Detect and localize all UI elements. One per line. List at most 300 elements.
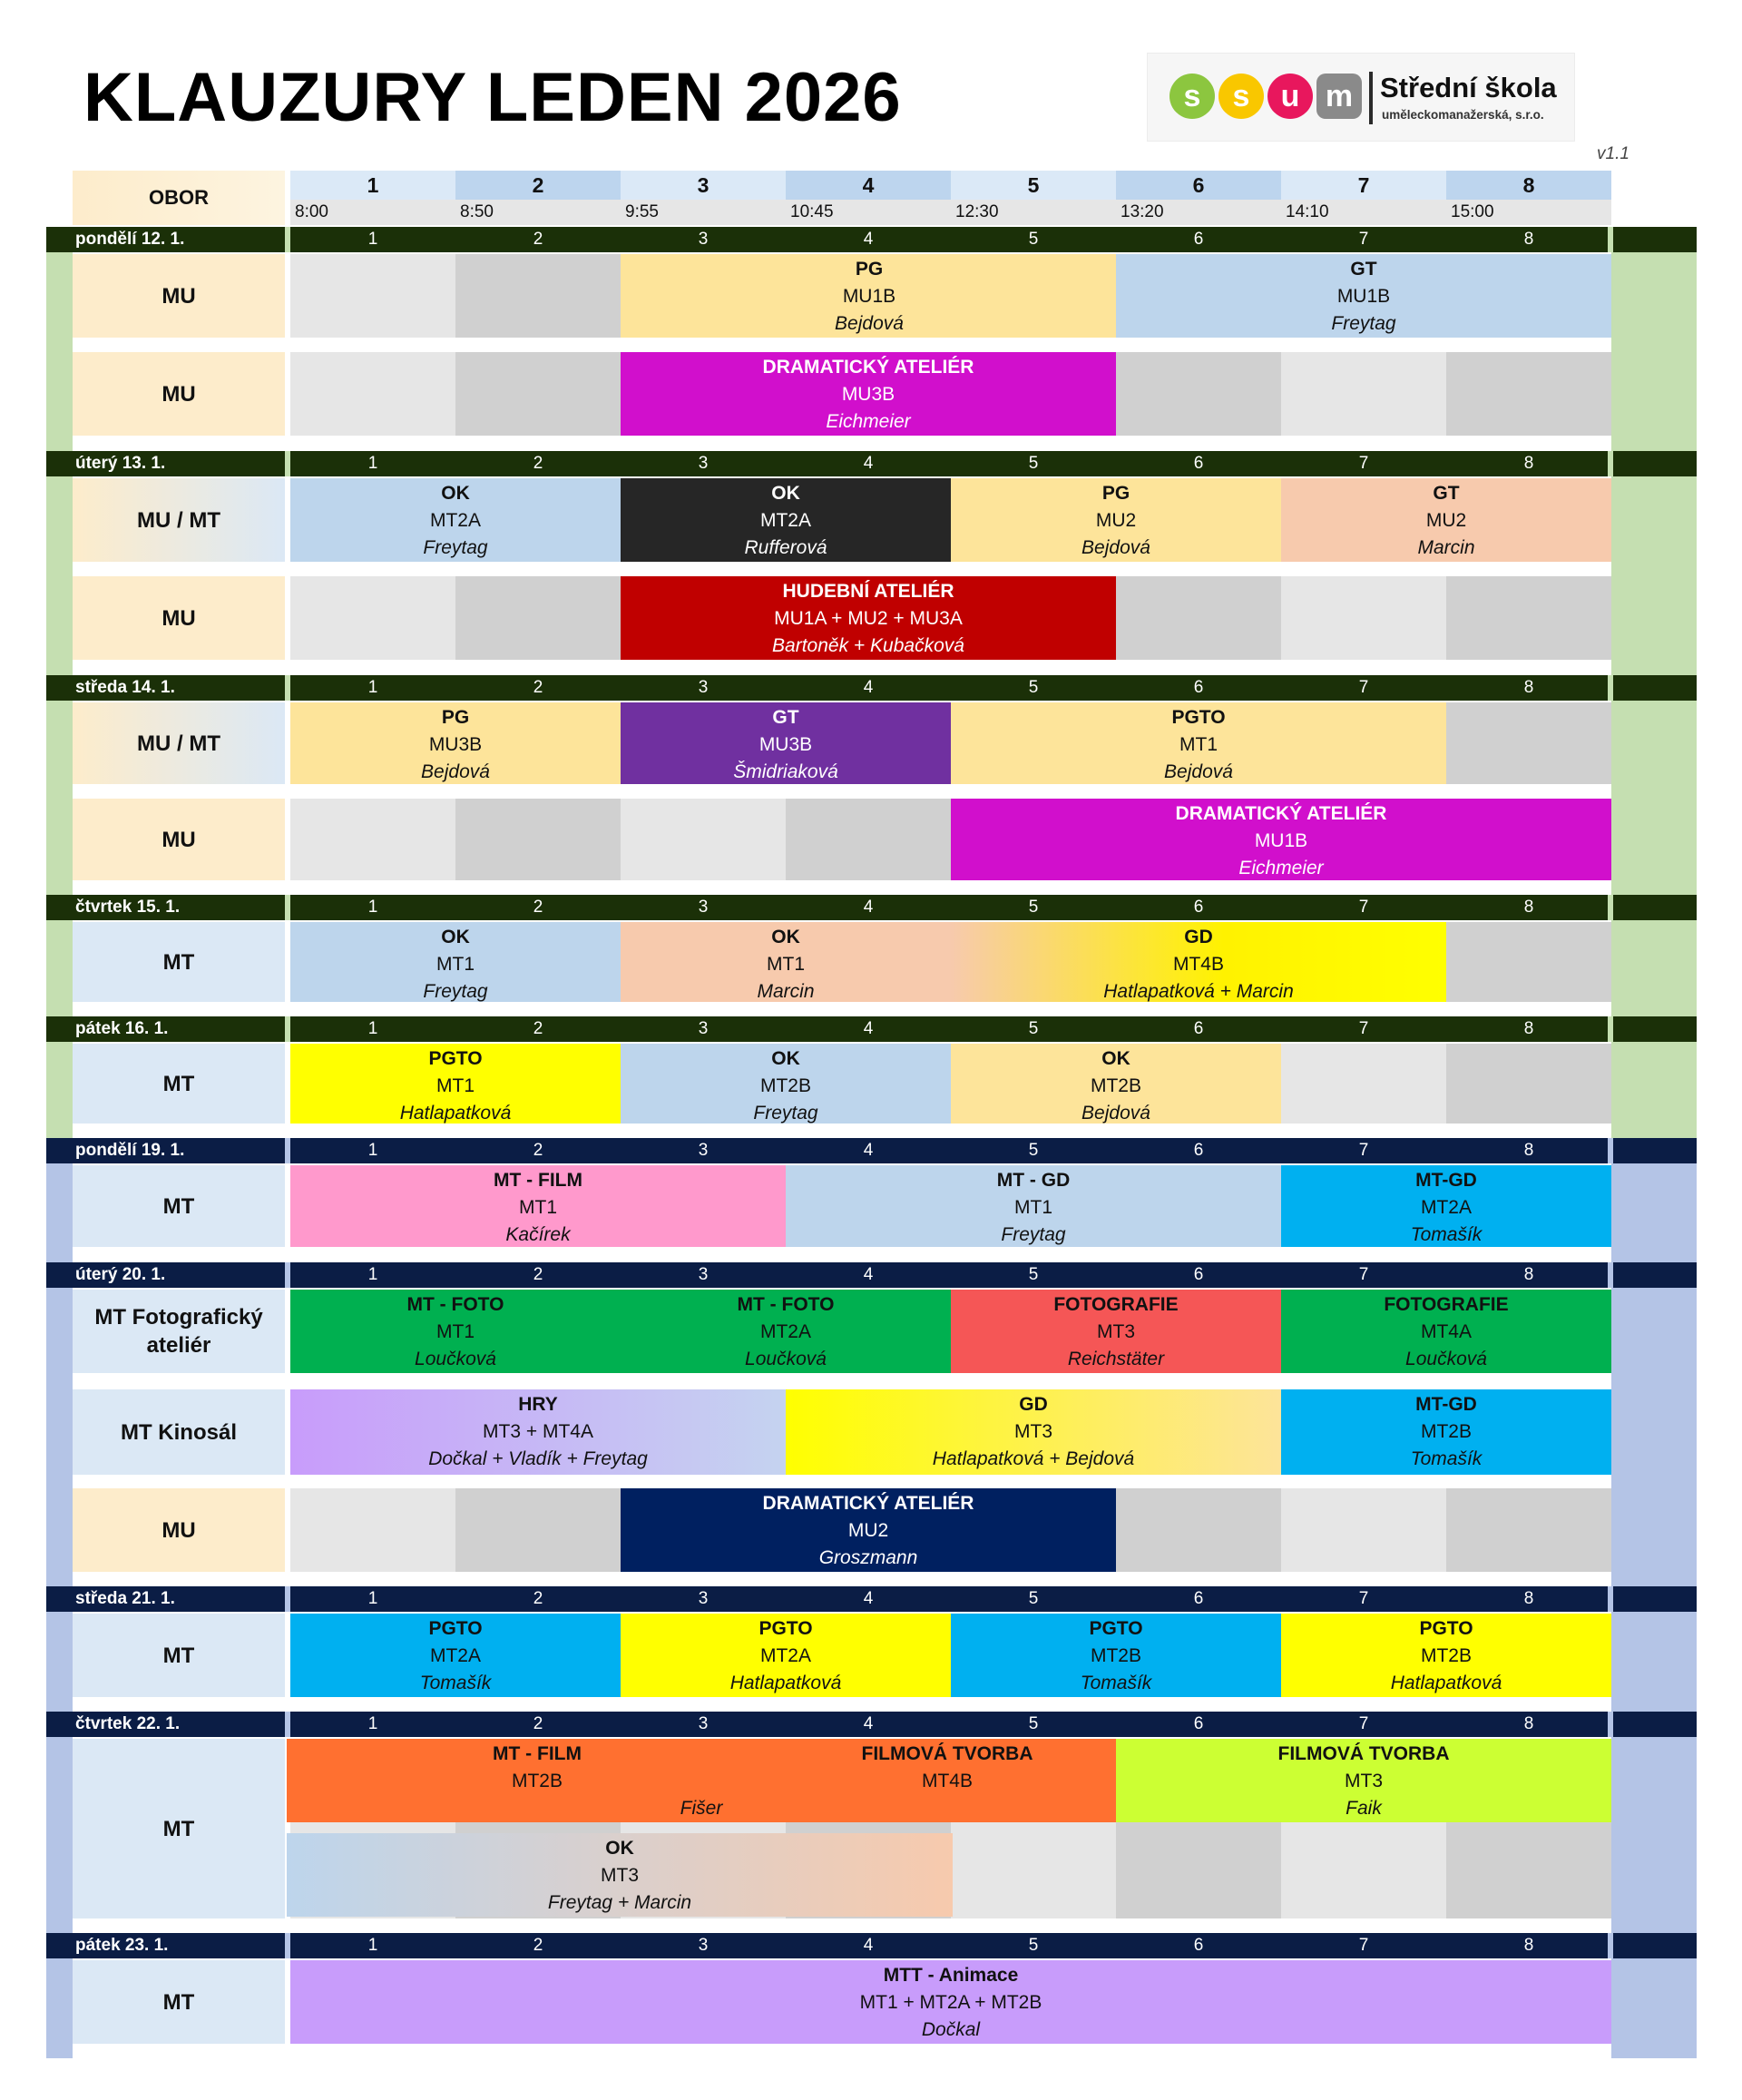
event-class: MT2B	[1090, 1645, 1141, 1666]
period-number: 5	[1028, 678, 1039, 697]
obor-cell: MU	[73, 576, 285, 660]
grid-cell	[290, 254, 455, 338]
day-header: středa 14. 1.	[46, 675, 285, 701]
column-number: 8	[1446, 171, 1611, 200]
event-title: PGTO	[758, 1618, 813, 1639]
period-number: 3	[698, 898, 709, 917]
schedule-event[interactable]	[290, 922, 621, 1002]
obor-cell: MU / MT	[73, 702, 285, 784]
period-number: 8	[1523, 1589, 1534, 1608]
obor-cell: MT	[73, 1044, 285, 1124]
period-number: 4	[863, 898, 874, 917]
logo-school-subtitle: uměleckomanažerská, s.r.o.	[1382, 108, 1544, 122]
event-class: MT3	[1014, 1421, 1052, 1442]
grid-cell	[455, 352, 621, 436]
event-title: OK	[441, 483, 470, 504]
column-time: 12:30	[951, 200, 1116, 225]
day-period-strip	[290, 227, 1608, 252]
schedule-event[interactable]	[621, 254, 1118, 338]
period-number: 7	[1358, 1936, 1369, 1955]
period-number: 4	[863, 1714, 874, 1733]
logo-letter-u: u	[1267, 74, 1313, 119]
grid-cell	[1446, 702, 1611, 784]
event-teacher: Dočkal + Vladík + Freytag	[428, 1448, 648, 1469]
day-period-strip	[290, 1586, 1608, 1612]
event-teacher: Tomašík	[1080, 1673, 1152, 1693]
grid-cell	[1446, 1488, 1611, 1572]
column-number: 1	[290, 171, 455, 200]
event-teacher: Eichmeier	[826, 411, 911, 432]
event-title: GT	[772, 707, 799, 728]
period-number: 2	[533, 1589, 543, 1608]
event-class: MT2B	[759, 1075, 811, 1096]
obor-cell: MU	[73, 352, 285, 436]
event-teacher: Šmidriaková	[733, 761, 838, 782]
period-number: 1	[367, 1936, 378, 1955]
event-class: MT2A	[429, 1645, 481, 1666]
period-number: 3	[698, 454, 709, 473]
schedule-event[interactable]	[951, 702, 1446, 784]
event-teacher: Freytag	[423, 981, 488, 1002]
event-teacher: Reichstäter	[1067, 1349, 1165, 1369]
event-title: PGTO	[1089, 1618, 1143, 1639]
period-number: 5	[1028, 1141, 1039, 1160]
period-number: 4	[863, 1936, 874, 1955]
column-time: 13:20	[1116, 200, 1281, 225]
period-number: 2	[533, 1019, 543, 1038]
column-number: 3	[621, 171, 786, 200]
obor-cell: MT Kinosál	[73, 1389, 285, 1475]
schedule-event[interactable]	[1281, 1389, 1611, 1475]
event-title: MT-GD	[1415, 1394, 1477, 1415]
schedule-event[interactable]	[1281, 478, 1611, 562]
period-number: 4	[863, 454, 874, 473]
day-period-strip	[290, 1712, 1608, 1737]
schedule-event[interactable]	[951, 799, 1611, 880]
event-class: MT1	[519, 1197, 557, 1218]
event-title: PG	[855, 259, 884, 280]
grid-cell	[1116, 1488, 1281, 1572]
period-number: 6	[1193, 1019, 1204, 1038]
schedule-event[interactable]	[621, 1488, 1116, 1572]
obor-cell: MU	[73, 1488, 285, 1572]
period-number: 6	[1193, 230, 1204, 249]
day-header-side	[1613, 1016, 1697, 1042]
period-number: 2	[533, 454, 543, 473]
event-teacher: Bartoněk + Kubačková	[772, 635, 964, 656]
period-number: 7	[1358, 1265, 1369, 1284]
event-teacher: Freytag	[1001, 1224, 1066, 1245]
schedule-event[interactable]	[951, 478, 1281, 562]
schedule-event[interactable]	[290, 1614, 621, 1697]
event-teacher: Eichmeier	[1238, 858, 1324, 878]
period-number: 4	[863, 678, 874, 697]
event-teacher: Bejdová	[421, 761, 490, 782]
grid-cell	[621, 799, 786, 880]
event-class: MU2	[847, 1520, 889, 1541]
event-title: OK	[771, 927, 800, 947]
schedule-event[interactable]	[951, 1290, 1281, 1373]
event-class: MT1	[1179, 734, 1218, 755]
obor-cell: MT	[73, 1960, 285, 2044]
column-time: 8:50	[455, 200, 621, 225]
grid-cell	[1446, 576, 1611, 660]
event-teacher: Hatlapatková	[729, 1673, 842, 1693]
day-header: čtvrtek 22. 1.	[46, 1712, 285, 1737]
period-number: 6	[1193, 1589, 1204, 1608]
period-number: 2	[533, 1936, 543, 1955]
day-header-side	[1613, 227, 1697, 252]
period-number: 6	[1193, 898, 1204, 917]
period-number: 3	[698, 1019, 709, 1038]
event-class: MT4B	[921, 1771, 973, 1791]
event-title: MT - FOTO	[737, 1294, 835, 1315]
schedule-event[interactable]	[786, 1165, 1281, 1247]
period-number: 8	[1523, 1265, 1534, 1284]
event-title: MT-GD	[1415, 1170, 1477, 1191]
column-time: 9:55	[621, 200, 786, 225]
schedule-event[interactable]	[290, 1960, 1611, 2044]
schedule-event[interactable]	[1116, 254, 1611, 338]
period-number: 7	[1358, 678, 1369, 697]
event-class: MU3B	[841, 384, 895, 405]
period-number: 1	[367, 1265, 378, 1284]
schedule-event[interactable]	[786, 1389, 1281, 1475]
event-title: DRAMATICKÝ ATELIÉR	[762, 357, 974, 378]
period-number: 7	[1358, 898, 1369, 917]
event-teacher: Hatlapatková	[1390, 1673, 1502, 1693]
event-title: FOTOGRAFIE	[1053, 1294, 1179, 1315]
event-class: MT1 + MT2A + MT2B	[859, 1992, 1042, 2013]
day-period-strip	[290, 1933, 1608, 1958]
grid-cell	[290, 576, 455, 660]
schedule-event[interactable]	[290, 478, 621, 562]
grid-cell	[455, 1488, 621, 1572]
event-class: MU2	[1425, 510, 1467, 531]
period-number: 3	[698, 1714, 709, 1733]
event-class: MT3	[601, 1865, 639, 1886]
grid-cell	[1281, 352, 1446, 436]
grid-cell	[1116, 576, 1281, 660]
event-class: MT2A	[1420, 1197, 1472, 1218]
grid-cell	[290, 1488, 455, 1572]
event-class: MT1	[436, 954, 475, 975]
period-number: 2	[533, 898, 543, 917]
column-time: 10:45	[786, 200, 951, 225]
obor-header: OBOR	[73, 171, 285, 225]
obor-cell: MT	[73, 922, 285, 1002]
period-number: 1	[367, 1714, 378, 1733]
column-number: 7	[1281, 171, 1446, 200]
grid-cell	[1446, 352, 1611, 436]
period-number: 3	[698, 1265, 709, 1284]
event-class: MT3 + MT4A	[483, 1421, 593, 1442]
event-title: MTT - Animace	[883, 1965, 1019, 1986]
grid-cell	[455, 576, 621, 660]
period-number: 7	[1358, 454, 1369, 473]
day-header-side	[1613, 451, 1697, 476]
event-title: MT - FILM	[493, 1743, 582, 1764]
period-number: 3	[698, 230, 709, 249]
event-title: PGTO	[1419, 1618, 1473, 1639]
event-teacher: Bejdová	[1081, 537, 1150, 558]
event-teacher: Dočkal	[921, 2019, 981, 2040]
period-number: 2	[533, 1714, 543, 1733]
schedule-event[interactable]	[621, 576, 1116, 660]
period-number: 8	[1523, 1714, 1534, 1733]
period-number: 5	[1028, 1265, 1039, 1284]
event-title: OK	[605, 1838, 634, 1859]
schedule-event[interactable]	[290, 1044, 621, 1124]
obor-cell: MT	[73, 1165, 285, 1247]
column-number: 4	[786, 171, 951, 200]
school-logo	[1147, 53, 1575, 142]
period-number: 3	[698, 678, 709, 697]
event-class: MT2B	[511, 1771, 563, 1791]
event-title: PG	[441, 707, 470, 728]
day-header: čtvrtek 15. 1.	[46, 895, 285, 920]
column-time: 14:10	[1281, 200, 1446, 225]
event-title: PGTO	[428, 1618, 483, 1639]
schedule-event[interactable]	[621, 922, 951, 1002]
obor-cell: MU	[73, 799, 285, 880]
event-teacher: Bejdová	[1164, 761, 1233, 782]
schedule-event[interactable]	[1116, 1739, 1611, 1822]
day-header-side	[1613, 1712, 1697, 1737]
event-title: OK	[771, 483, 800, 504]
event-class: MT1	[1014, 1197, 1052, 1218]
event-title: HUDEBNÍ ATELIÉR	[782, 581, 954, 602]
event-title: GD	[1019, 1394, 1048, 1415]
event-teacher: Kačírek	[505, 1224, 571, 1245]
period-number: 1	[367, 230, 378, 249]
obor-cell: MT	[73, 1614, 285, 1697]
day-header: úterý 20. 1.	[46, 1262, 285, 1288]
event-title: GT	[1433, 483, 1460, 504]
event-title: DRAMATICKÝ ATELIÉR	[1175, 803, 1387, 824]
schedule-event[interactable]	[290, 1389, 786, 1475]
schedule-event[interactable]	[1281, 1614, 1611, 1697]
event-class: MU1B	[842, 286, 896, 307]
event-class: MT2A	[759, 510, 811, 531]
event-title: PG	[1101, 483, 1130, 504]
grid-cell	[1446, 922, 1611, 1002]
day-header: úterý 13. 1.	[46, 451, 285, 476]
period-number: 6	[1193, 1265, 1204, 1284]
period-number: 8	[1523, 230, 1534, 249]
day-header-side	[1613, 1933, 1697, 1958]
event-title: OK	[1101, 1048, 1130, 1069]
event-teacher: Hatlapatková + Bejdová	[932, 1448, 1135, 1469]
period-number: 5	[1028, 1589, 1039, 1608]
event-teacher: Marcin	[1417, 537, 1475, 558]
period-number: 2	[533, 1141, 543, 1160]
day-period-strip	[290, 451, 1608, 476]
period-number: 6	[1193, 454, 1204, 473]
period-number: 7	[1358, 1141, 1369, 1160]
schedule-event[interactable]	[621, 702, 951, 784]
period-number: 7	[1358, 230, 1369, 249]
day-header: středa 21. 1.	[46, 1586, 285, 1612]
logo-school-name: Střední škola	[1380, 72, 1557, 103]
obor-cell: MU / MT	[73, 478, 285, 562]
grid-cell	[290, 799, 455, 880]
event-class: MT4B	[1172, 954, 1224, 975]
event-class: MT2B	[1420, 1645, 1472, 1666]
event-title: GT	[1350, 259, 1377, 280]
schedule-event[interactable]	[290, 1290, 621, 1373]
period-number: 8	[1523, 678, 1534, 697]
day-header-side	[1613, 895, 1697, 920]
grid-cell	[455, 254, 621, 338]
period-number: 1	[367, 1019, 378, 1038]
schedule-event[interactable]	[621, 478, 951, 562]
period-number: 8	[1523, 454, 1534, 473]
event-class: MT2A	[429, 510, 481, 531]
period-number: 1	[367, 898, 378, 917]
day-header-side	[1613, 675, 1697, 701]
period-number: 5	[1028, 1019, 1039, 1038]
period-number: 5	[1028, 1714, 1039, 1733]
period-number: 4	[863, 1019, 874, 1038]
event-title: DRAMATICKÝ ATELIÉR	[762, 1493, 974, 1514]
period-number: 8	[1523, 1019, 1534, 1038]
period-number: 3	[698, 1141, 709, 1160]
logo-letter-s2: s	[1218, 74, 1264, 119]
event-teacher: Tomašík	[1410, 1448, 1483, 1469]
period-number: 4	[863, 230, 874, 249]
schedule-event-group[interactable]	[287, 1739, 1116, 1822]
event-teacher: Tomašík	[1410, 1224, 1483, 1245]
period-number: 1	[367, 1589, 378, 1608]
event-title: HRY	[518, 1394, 558, 1415]
day-header-side	[1613, 1138, 1697, 1163]
page-title: KLAUZURY LEDEN 2026	[83, 59, 902, 136]
schedule-event[interactable]	[290, 1165, 786, 1247]
day-period-strip	[290, 1262, 1608, 1288]
period-number: 3	[698, 1936, 709, 1955]
obor-cell: MU	[73, 254, 285, 338]
period-number: 7	[1358, 1589, 1369, 1608]
obor-cell: MT Fotografický ateliér	[73, 1290, 285, 1373]
period-number: 3	[698, 1589, 709, 1608]
day-period-strip	[290, 1138, 1608, 1163]
day-header: pátek 16. 1.	[46, 1016, 285, 1042]
schedule-event[interactable]	[621, 1290, 951, 1373]
grid-cell	[1281, 1488, 1446, 1572]
period-number: 7	[1358, 1019, 1369, 1038]
column-time: 8:00	[290, 200, 455, 225]
day-period-strip	[290, 675, 1608, 701]
event-title: OK	[771, 1048, 800, 1069]
event-class: MU2	[1095, 510, 1137, 531]
period-number: 4	[863, 1589, 874, 1608]
event-class: MU3B	[758, 734, 813, 755]
event-teacher: Tomašík	[419, 1673, 492, 1693]
event-teacher: Freytag	[753, 1103, 818, 1124]
logo-letter-m: m	[1316, 74, 1362, 119]
grid-cell	[290, 352, 455, 436]
schedule-event[interactable]	[1281, 1165, 1611, 1247]
period-number: 1	[367, 454, 378, 473]
period-number: 6	[1193, 1714, 1204, 1733]
grid-cell	[1281, 1044, 1446, 1124]
event-title: PGTO	[1171, 707, 1226, 728]
event-class: MT3	[1345, 1771, 1383, 1791]
event-class: MT2B	[1420, 1421, 1472, 1442]
period-number: 8	[1523, 1936, 1534, 1955]
schedule-event[interactable]	[951, 1044, 1281, 1124]
column-number: 2	[455, 171, 621, 200]
logo-letter-s1: s	[1169, 74, 1215, 119]
event-title: FILMOVÁ TVORBA	[1277, 1743, 1450, 1764]
period-number: 7	[1358, 1714, 1369, 1733]
schedule-event[interactable]	[621, 1044, 951, 1124]
event-class: MT4A	[1420, 1321, 1472, 1342]
event-class: MU1B	[1336, 286, 1391, 307]
event-class: MT1	[436, 1075, 475, 1096]
event-teacher: Hatlapatková	[399, 1103, 512, 1124]
logo-separator	[1369, 72, 1373, 124]
grid-cell	[1446, 1044, 1611, 1124]
period-number: 8	[1523, 1141, 1534, 1160]
event-teacher: Bejdová	[835, 313, 904, 334]
column-time: 15:00	[1446, 200, 1611, 225]
event-class: MT2A	[759, 1321, 811, 1342]
event-teacher: Freytag	[1331, 313, 1396, 334]
schedule-event[interactable]	[621, 352, 1116, 436]
grid-cell	[455, 799, 621, 880]
event-title: FILMOVÁ TVORBA	[861, 1743, 1033, 1764]
period-number: 1	[367, 678, 378, 697]
day-header: pondělí 19. 1.	[46, 1138, 285, 1163]
day-period-strip	[290, 895, 1608, 920]
period-number: 6	[1193, 1936, 1204, 1955]
event-title: GD	[1184, 927, 1213, 947]
schedule-event[interactable]	[290, 702, 621, 784]
period-number: 5	[1028, 1936, 1039, 1955]
event-teacher: Freytag + Marcin	[547, 1892, 692, 1913]
schedule-event[interactable]	[951, 922, 1446, 1002]
schedule-event[interactable]	[621, 1614, 951, 1697]
schedule-event[interactable]	[1281, 1290, 1611, 1373]
version-label: v1.1	[1597, 144, 1629, 163]
event-class: MU1A + MU2 + MU3A	[774, 608, 963, 629]
event-title: OK	[441, 927, 470, 947]
period-number: 5	[1028, 230, 1039, 249]
schedule-event[interactable]	[287, 1833, 953, 1917]
event-teacher: Loučková	[415, 1349, 496, 1369]
event-teacher: Loučková	[1405, 1349, 1487, 1369]
event-class: MT1	[767, 954, 805, 975]
day-period-strip	[290, 1016, 1608, 1042]
period-number: 5	[1028, 898, 1039, 917]
column-number: 6	[1116, 171, 1281, 200]
event-class: MU1B	[1254, 830, 1308, 851]
event-title: FOTOGRAFIE	[1384, 1294, 1509, 1315]
event-teacher: Hatlapatková + Marcin	[1103, 981, 1294, 1002]
schedule-event[interactable]	[951, 1614, 1281, 1697]
event-title: PGTO	[428, 1048, 483, 1069]
day-header-side	[1613, 1586, 1697, 1612]
column-number: 5	[951, 171, 1116, 200]
grid-cell	[1116, 352, 1281, 436]
event-title: MT - FILM	[494, 1170, 582, 1191]
event-teacher: Marcin	[757, 981, 815, 1002]
grid-cell	[786, 799, 951, 880]
grid-cell	[1281, 576, 1446, 660]
obor-cell: MT	[73, 1739, 285, 1918]
